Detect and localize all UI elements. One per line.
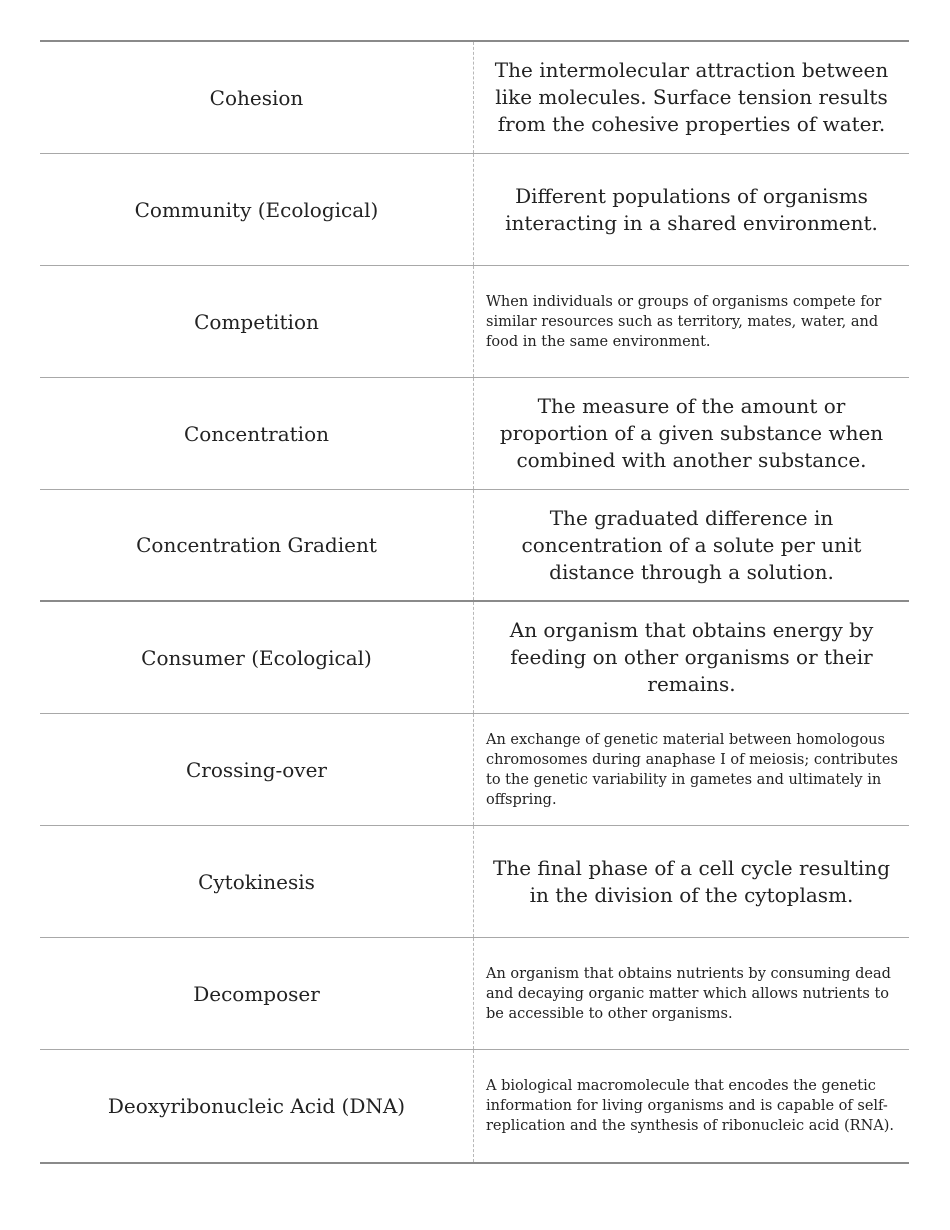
definition: The measure of the amount or proportion of a given substance when combined with another substance. bbox=[499, 394, 884, 472]
definition: An organism that obtains nutrients by consuming dead and decaying organic matter which allows nutrients to be accessible to other organisms. bbox=[486, 965, 891, 1022]
term: Consumer (Ecological) bbox=[40, 602, 474, 713]
term: Deoxyribonucleic Acid (DNA) bbox=[40, 1050, 474, 1162]
definition: When individuals or groups of organisms compete for similar resources such as territory, mates, water, and food in the same environment. bbox=[486, 293, 882, 350]
term: Competition bbox=[40, 266, 474, 377]
term: Decomposer bbox=[40, 938, 474, 1049]
definition-cell bbox=[474, 938, 909, 1049]
definition-cell bbox=[474, 154, 909, 265]
card-row-consumer bbox=[40, 602, 909, 714]
term: Community (Ecological) bbox=[40, 154, 474, 265]
term: Cohesion bbox=[40, 42, 474, 153]
definition-cell bbox=[474, 826, 909, 937]
definition-cell bbox=[474, 490, 909, 600]
definition-cell bbox=[474, 378, 909, 489]
card-row-cytokinesis bbox=[40, 826, 909, 938]
definition-cell bbox=[474, 714, 909, 825]
card-row-community bbox=[40, 154, 909, 266]
card-row-crossing-over bbox=[40, 714, 909, 826]
definition: Different populations of organisms interacting in a shared environment. bbox=[505, 183, 878, 235]
term: Crossing-over bbox=[40, 714, 474, 825]
definition: A biological macromolecule that encodes the genetic information for living organisms and is capable of self-replication and the synthesis of ribonucleic acid (RNA). bbox=[486, 1078, 895, 1134]
card-row-concentration-gradient bbox=[40, 490, 909, 602]
term: Cytokinesis bbox=[40, 826, 474, 937]
card-row-decomposer bbox=[40, 938, 909, 1050]
card-row-concentration bbox=[40, 378, 909, 490]
definition-cell bbox=[474, 266, 909, 377]
term: Concentration bbox=[40, 378, 474, 489]
card-row-cohesion bbox=[40, 42, 909, 154]
definition-cell bbox=[474, 42, 909, 153]
definition: The intermolecular attraction between like molecules. Surface tension results from the cohesive properties of water. bbox=[494, 58, 889, 136]
definition: The graduated difference in concentration of a solute per unit distance through a solution. bbox=[521, 505, 862, 584]
flashcard-sheet bbox=[40, 40, 909, 1164]
definition-cell bbox=[474, 1050, 909, 1162]
definition: An exchange of genetic material between homologous chromosomes during anaphase I of meiosis; contributes to the genetic variability in gametes and ultimately in offspring. bbox=[486, 731, 898, 808]
card-row-competition bbox=[40, 266, 909, 378]
definition: An organism that obtains energy by feeding on other organisms or their remains. bbox=[509, 618, 874, 696]
definition-cell bbox=[474, 602, 909, 713]
definition: The final phase of a cell cycle resulting in the division of the cytoplasm. bbox=[493, 855, 890, 907]
card-row-dna bbox=[40, 1050, 909, 1162]
term: Concentration Gradient bbox=[40, 490, 474, 600]
